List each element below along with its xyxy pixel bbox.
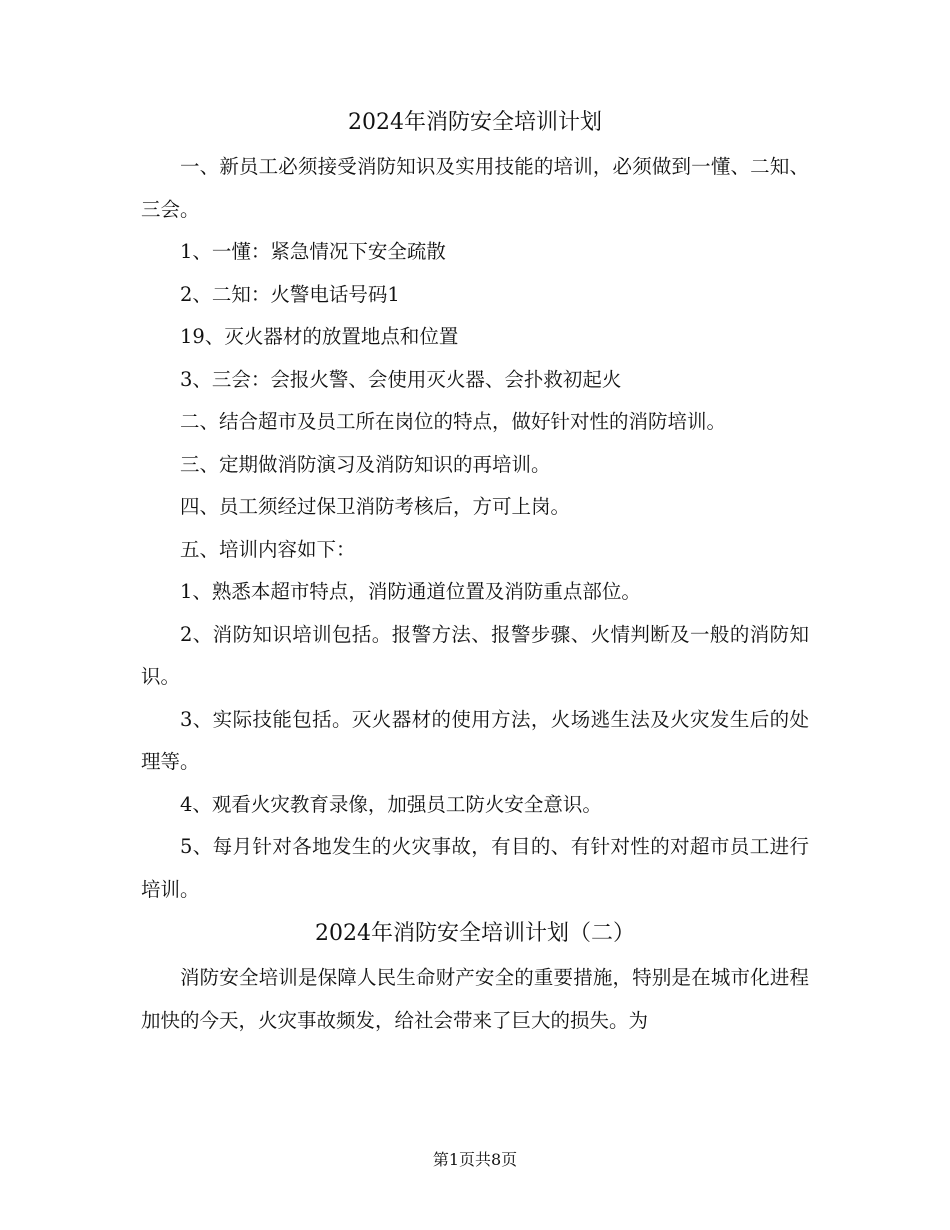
paragraph: 四、员工须经过保卫消防考核后，方可上岗。 [180, 495, 571, 518]
section-title: 2024年消防安全培训计划（二） [315, 921, 635, 946]
paragraph: 消防安全培训是保障人民生命财产安全的重要措施，特别是在城市化进程加快的今天，火灾事故频发，给社会带来了巨大的损失。为 [141, 966, 809, 1032]
document-body [141, 100, 809, 1042]
paragraph: 19、灭火器材的放置地点和位置 [180, 325, 459, 348]
paragraph: 三、定期做消防演习及消防知识的再培训。 [180, 452, 551, 476]
paragraph: 1、一懂：紧急情况下安全疏散 [180, 240, 446, 263]
paragraph: 二、结合超市及员工所在岗位的特点，做好针对性的消防培训。 [180, 410, 727, 433]
paragraph: 2、二知：火警电话号码1 [180, 282, 400, 306]
paragraph: 1、熟悉本超市特点，消防通道位置及消防重点部位。 [180, 580, 641, 603]
document-title: 2024年消防安全培训计划 [348, 110, 602, 135]
paragraph: 5、每月针对各地发生的火灾事故，有目的、有针对性的对超市员工进行培训。 [141, 835, 809, 901]
paragraph: 2、消防知识培训包括。报警方法、报警步骤、火情判断及一般的消防知识。 [141, 622, 809, 688]
paragraph: 4、观看火灾教育录像，加强员工防火安全意识。 [180, 792, 602, 816]
paragraph: 一、新员工必须接受消防知识及实用技能的培训，必须做到一懂、二知、三会。 [141, 155, 809, 221]
paragraph: 3、三会：会报火警、会使用灭火器、会扑救初起火 [180, 367, 622, 391]
paragraph: 五、培训内容如下： [180, 537, 356, 561]
paragraph: 3、实际技能包括。灭火器材的使用方法，火场逃生法及火灾发生后的处理等。 [141, 707, 809, 773]
page-number: 第1页共8页 [432, 1150, 518, 1169]
